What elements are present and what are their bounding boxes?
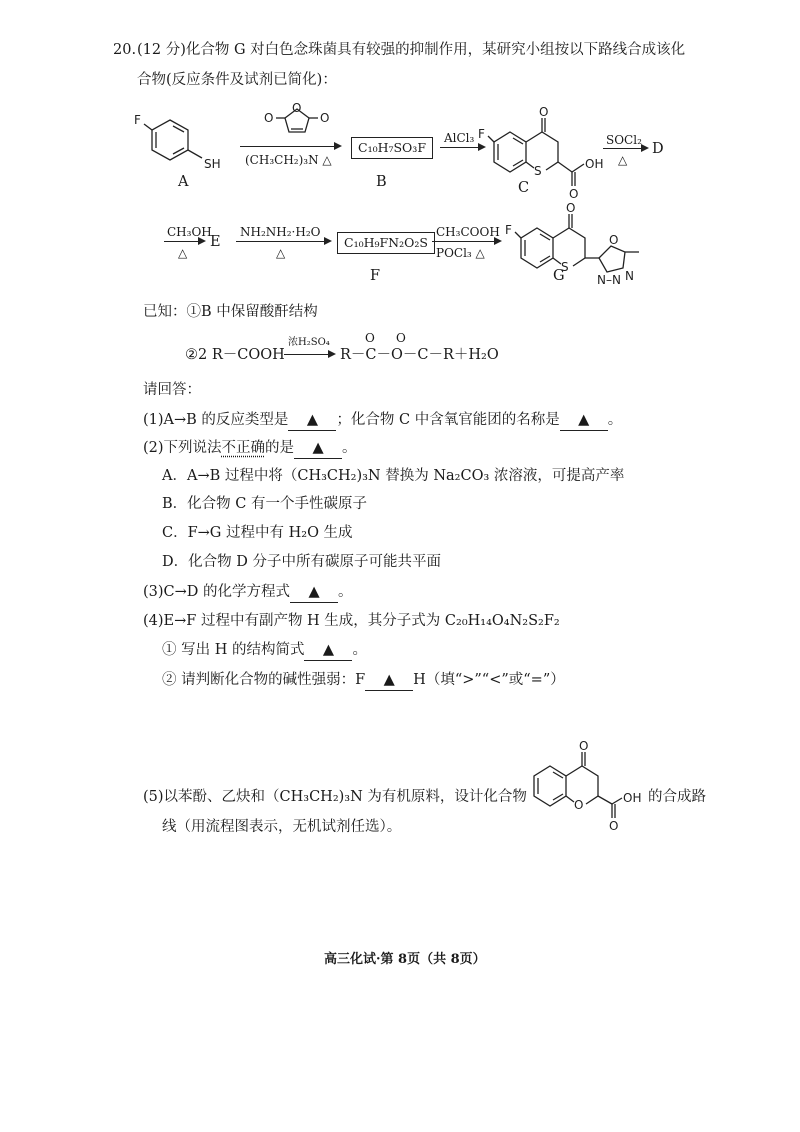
step5-reagent: NH₂NH₂·H₂O [240, 225, 321, 239]
svg-text:S: S [561, 260, 569, 274]
svg-text:O: O [569, 187, 579, 201]
option-c[interactable]: C．F→G 过程中有 H₂O 生成 [162, 525, 353, 541]
compound-c-structure [478, 105, 618, 202]
compound-e-label: E [210, 234, 221, 250]
compound-f-label: F [370, 268, 381, 284]
q4-blank-2[interactable]: ▲ [365, 670, 413, 691]
known-eq-reactant: ②2 R－COOH [185, 347, 285, 363]
step6-condition: POCl₃ △ [436, 246, 485, 260]
q5-line2: 线（用流程图表示，无机试剂任选）。 [162, 819, 402, 835]
svg-text:N: N [625, 269, 634, 283]
q1-blank-2[interactable]: ▲ [560, 410, 608, 431]
step5-condition: △ [276, 246, 286, 260]
step3-condition: △ [618, 153, 628, 167]
q4-sub2: ② 请判断化合物的碱性强弱：F ▲ H（填“>”“<”或“=”） [162, 670, 565, 691]
known-info-title: 已知：①B 中保留酸酐结构 [143, 304, 318, 320]
svg-text:O: O [609, 233, 619, 247]
step4-condition: △ [178, 246, 188, 260]
reaction-arrow-e-to-f [236, 241, 330, 242]
step3-reagent: SOCl₂ [606, 133, 642, 147]
compound-b-formula: C₁₀H₇SO₃F [351, 137, 433, 159]
option-d[interactable]: D．化合物 D 分子中所有碳原子可能共平面 [162, 554, 441, 570]
reaction-arrow-c-to-d [603, 148, 647, 149]
atom-sh-label: SH [204, 157, 221, 171]
svg-text:OH: OH [623, 791, 642, 805]
q4-blank-1[interactable]: ▲ [304, 640, 352, 661]
svg-text:O: O [579, 739, 589, 753]
q3-text: (3)C→D 的化学方程式 ▲ 。 [143, 582, 353, 603]
known-eq-arrow [284, 354, 334, 355]
step6-reagent: CH₃COOH [436, 225, 500, 239]
svg-text:O: O [609, 819, 619, 833]
svg-text:F: F [505, 223, 512, 237]
reaction-arrow-d-to-e [164, 241, 204, 242]
atom-f-label: F [134, 113, 141, 127]
svg-text:O: O [574, 798, 584, 812]
compound-c-label: C [518, 180, 530, 196]
page-footer: 高三化试·第 8页（共 8页） [324, 952, 486, 967]
maleic-anhydride-icon [262, 101, 332, 142]
q2-blank[interactable]: ▲ [294, 438, 342, 459]
known-eq-carbonyl-o2: O [396, 331, 406, 345]
reaction-arrow-f-to-g [432, 241, 500, 242]
step2-reagent: AlCl₃ [444, 131, 475, 145]
known-eq-product: R－C－O－C－R＋H₂O [340, 347, 499, 363]
q1-blank-1[interactable]: ▲ [288, 410, 336, 431]
compound-g-structure [505, 201, 675, 288]
q1-text: (1)A→B 的反应类型是 ▲ ；化合物 C 中含氧官能团的名称是 ▲ 。 [143, 410, 622, 431]
q4-text: (4)E→F 过程中有副产物 H 生成，其分子式为 C₂₀H₁₄O₄N₂S₂F₂ [143, 613, 560, 629]
q3-blank[interactable]: ▲ [290, 582, 338, 603]
answer-prompt: 请回答： [143, 382, 201, 398]
compound-d-label: D [652, 141, 664, 157]
compound-a-label: A [178, 174, 189, 190]
svg-text:F: F [478, 127, 485, 141]
q5-line1-a: (5)以苯酚、乙炔和（CH₃CH₂)₃N 为有机原料，设计化合物 [143, 789, 527, 805]
known-eq-reagent: 浓H₂SO₄ [288, 337, 330, 348]
compound-g-label: G [553, 268, 565, 284]
step4-reagent: CH₃OH [167, 225, 212, 239]
svg-text:O: O [566, 201, 576, 215]
svg-text:S: S [534, 164, 542, 178]
svg-text:O: O [292, 101, 302, 115]
svg-text:N–N: N–N [597, 273, 621, 287]
option-a[interactable]: A．A→B 过程中将（CH₃CH₂)₃N 替换为 Na₂CO₃ 浓溶液，可提高产率 [162, 468, 625, 484]
known-eq-carbonyl-o1: O [365, 331, 375, 345]
chromanone-acid-structure [528, 739, 658, 833]
option-b[interactable]: B．化合物 C 有一个手性碳原子 [162, 496, 367, 512]
question-intro-line1: (12 分)化合物 G 对白色念珠菌具有较强的抑制作用，某研究小组按以下路线合成该化 [137, 42, 686, 58]
q4-sub1: ① 写出 H 的结构简式 ▲ 。 [162, 640, 367, 661]
q2-text: (2)下列说法不正确的是 ▲ 。 [143, 438, 357, 459]
step1-conditions: (CH₃CH₂)₃N △ [245, 153, 332, 167]
question-number: 20. [113, 42, 137, 58]
q5-line1-b: 的合成路 [648, 789, 706, 805]
question-intro-line2: 合物(反应条件及试剂已简化)： [137, 72, 337, 88]
reaction-arrow-b-to-c [440, 147, 484, 148]
svg-text:OH: OH [585, 157, 604, 171]
svg-text:O: O [264, 111, 274, 125]
reaction-arrow-a-to-b [240, 146, 340, 147]
compound-f-formula: C₁₀H₉FN₂O₂S [337, 232, 435, 254]
svg-text:O: O [539, 105, 549, 119]
svg-text:O: O [320, 111, 330, 125]
compound-b-label: B [376, 174, 387, 190]
